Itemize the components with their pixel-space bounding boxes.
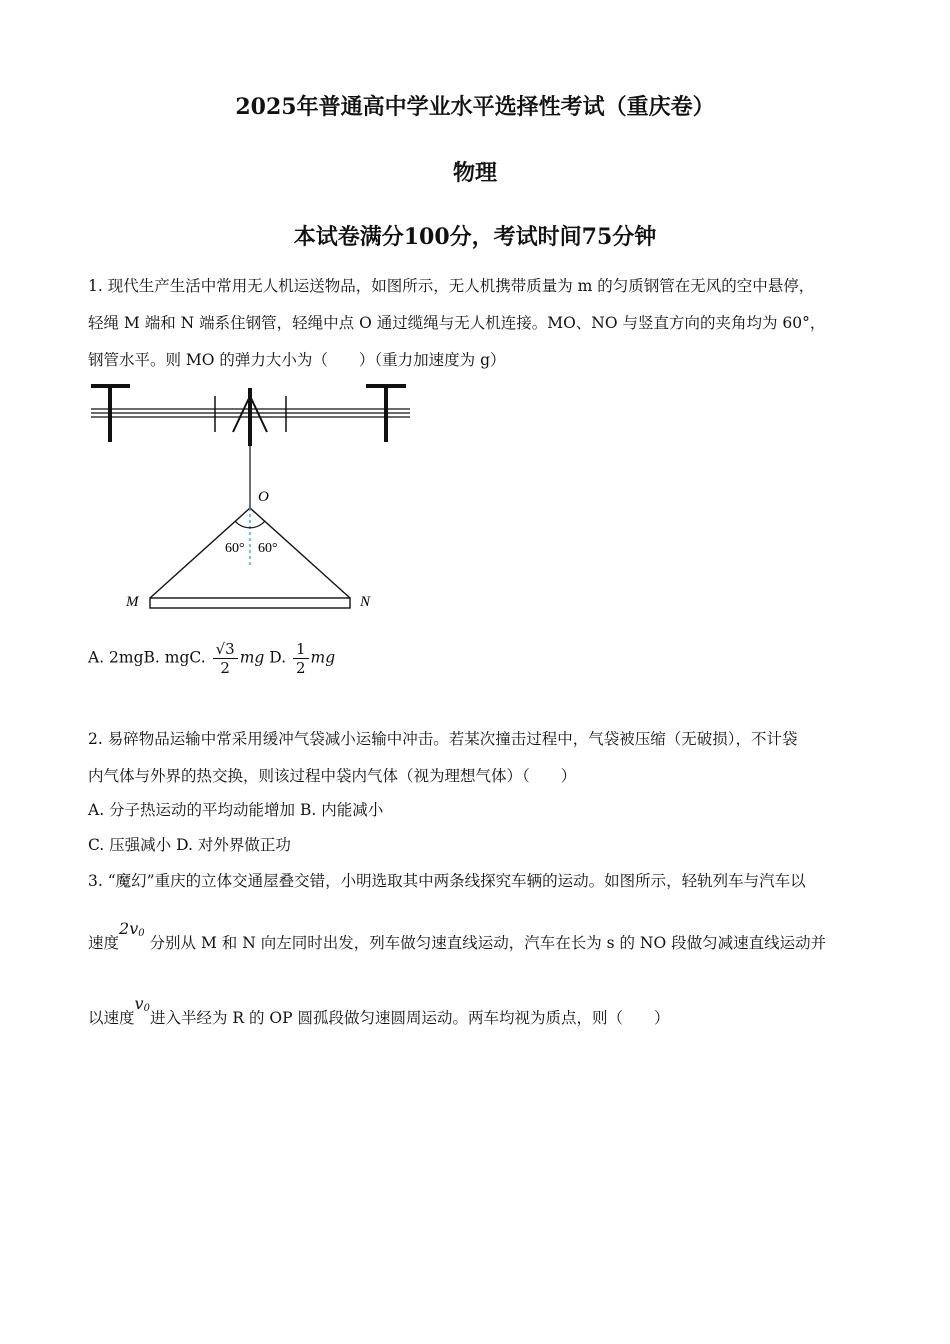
velocity-symbol: v xyxy=(134,994,144,1013)
q2-option-ab: A. 分子热运动的平均动能增加 B. 内能减小 xyxy=(88,801,384,819)
q1-line-1: 1. 现代生产生活中常用无人机运送物品，如图所示，无人机携带质量为 m 的匀质钢管在无风的空中悬停， xyxy=(88,277,815,295)
label-m: M xyxy=(126,594,139,610)
q1-options xyxy=(88,640,335,677)
q3-line-3-prefix: 以速度 xyxy=(88,1009,135,1027)
label-o: O xyxy=(258,489,269,505)
q1-option-a: A. 2mg xyxy=(88,648,144,667)
q3-line-2-text: 分别从 M 和 N 向左同时出发，列车做匀速直线运动，汽车在长为 s 的 NO 段做匀减速直线运动并 xyxy=(149,934,827,952)
fraction-numerator: √3 xyxy=(213,640,238,659)
drone-leg-right xyxy=(250,396,267,432)
angle-label-right: 60° xyxy=(258,541,278,556)
q1-line-3: 钢管水平。则 MO 的弹力大小为（ ）（重力加速度为 g） xyxy=(88,351,506,369)
steel-pipe xyxy=(150,598,350,608)
q3-line-2-prefix: 速度 xyxy=(88,934,120,952)
angle-label-left: 60° xyxy=(225,541,245,556)
q3-line-3-text: 进入半经为 R 的 OP 圆孤段做匀速圆周运动。两车均视为质点，则（ ） xyxy=(149,1009,670,1027)
fraction-denominator: 2 xyxy=(296,659,306,677)
q1-option-b: B. mg xyxy=(143,648,190,667)
q1-option-c-fraction xyxy=(213,640,238,677)
q2-option-cd: C. 压强减小 D. 对外界做正功 xyxy=(88,836,291,854)
drone-pipe-figure xyxy=(88,380,418,620)
velocity-v0 xyxy=(135,994,150,1013)
q3-line-2 xyxy=(88,919,868,958)
q3-line-1: 3. “魔幻”重庆的立体交通屋叠交错，小明选取其中两条线探究车辆的运动。如图所示，轻轨列车与汽车以 xyxy=(88,872,806,890)
label-n: N xyxy=(360,594,371,610)
fraction-denominator: 2 xyxy=(220,659,230,677)
velocity-symbol: 2v xyxy=(119,919,139,938)
q1-option-d-label: D. xyxy=(269,648,287,667)
velocity-2v0 xyxy=(119,919,145,938)
q1-option-d-unit: mg xyxy=(310,648,336,667)
q1-option-c-unit: mg xyxy=(239,648,265,667)
q3-line-3 xyxy=(88,994,868,1033)
q2-line-2: 内气体与外界的热交换，则该过程中袋内气体（视为理想气体）（ ） xyxy=(88,767,577,785)
velocity-subscript: 0 xyxy=(143,1003,150,1014)
q2-line-1: 2. 易碎物品运输中常采用缓冲气袋减小运输中冲击。若某次撞击过程中，气袋被压缩（无破损），不计袋 xyxy=(88,730,798,748)
exam-note: 本试卷满分100分，考试时间75分钟 xyxy=(293,224,657,250)
q1-option-d-fraction xyxy=(293,640,309,677)
subject-title: 物理 xyxy=(452,160,497,186)
q1-line-2: 轻绳 M 端和 N 端系住钢管，轻绳中点 O 通过缆绳与无人机连接。MO、NO 与竖直方向的夹角均为 60°， xyxy=(88,314,826,332)
exam-title: 2025年普通高中学业水平选择性考试（重庆卷） xyxy=(235,94,715,120)
velocity-subscript: 0 xyxy=(138,928,145,939)
fraction-numerator: 1 xyxy=(293,640,309,659)
drone-leg-left xyxy=(233,396,250,432)
q1-option-c-label: C. xyxy=(189,648,206,667)
